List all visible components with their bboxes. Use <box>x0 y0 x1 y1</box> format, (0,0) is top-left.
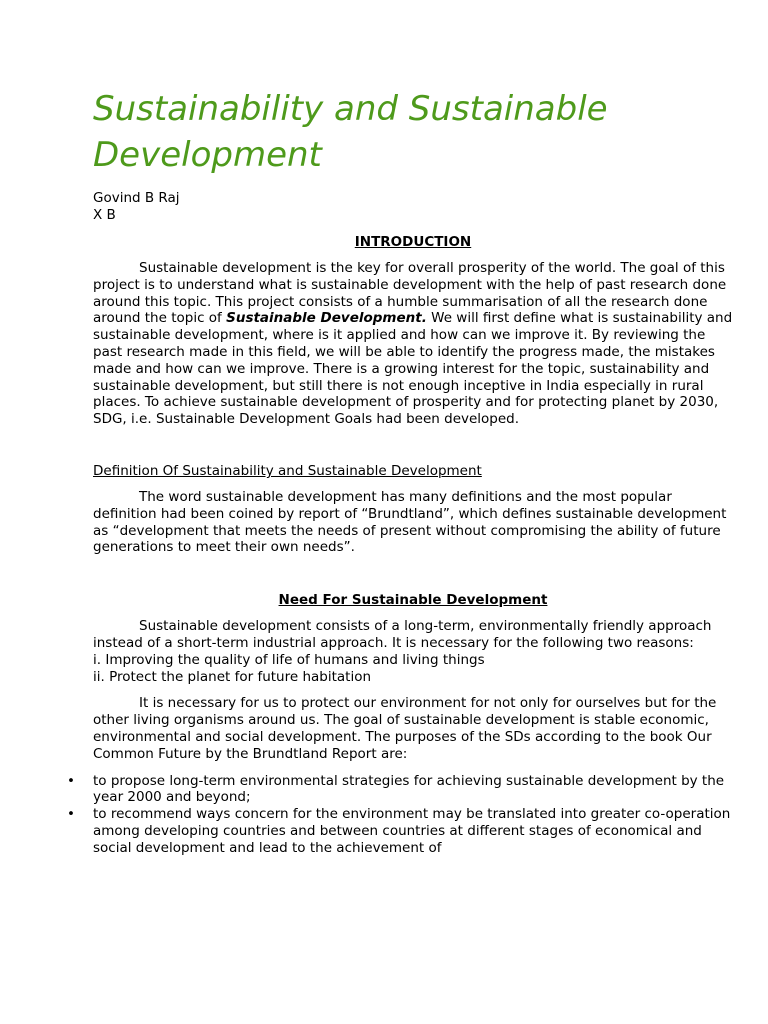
introduction-heading: INTRODUCTION <box>354 234 472 250</box>
definition-paragraph: The word sustainable development has many definitions and the most popular definition had been coined by report of “Brundtland”, which defines sustainable development as “development that meets the needs of present without compromising the ability of future generations to meet their own needs”. <box>93 488 727 556</box>
list-item-text: to propose long-term environmental strategies for achieving sustainable development by the year 2000 and beyond; <box>93 772 725 806</box>
list-item <box>67 772 733 807</box>
introduction-paragraph <box>93 260 733 428</box>
need-paragraph-1: Sustainable development consists of a long-term, environmentally friendly approach instead of a short-term industrial approach. It is necessary for the following two reasons: <box>93 618 712 651</box>
need-reason-2: ii. Protect the planet for future habitation <box>93 668 372 685</box>
bullet-icon: • <box>67 806 75 823</box>
need-reason-1: i. Improving the quality of life of humans and living things <box>93 651 485 668</box>
document-title: Sustainability and Sustainable Development <box>93 89 608 175</box>
need-heading: Need For Sustainable Development <box>278 592 548 609</box>
bullet-icon: • <box>67 772 75 789</box>
author-name: Govind B Raj <box>93 190 180 206</box>
list-item <box>67 806 733 856</box>
document-page <box>67 86 733 857</box>
list-item-text: to recommend ways concern for the environment may be translated into greater co-operation among developing countries and between countries at different stages of economical and social development and lead to the achievement of <box>93 806 731 856</box>
definition-heading: Definition Of Sustainability and Sustainable Development <box>93 462 482 479</box>
need-paragraph-2: It is necessary for us to protect our environment for not only for ourselves but for the other living organisms around us. The goal of sustainable development is stable economic, environmental and social development. The purposes of the SDs according to the book Our Common Future by the Brundtland Report are: <box>93 695 717 762</box>
author-block <box>93 190 733 224</box>
author-class: X B <box>93 207 116 223</box>
purposes-list <box>67 772 733 857</box>
introduction-bold-term: Sustainable Development. <box>226 310 427 327</box>
introduction-text-start: Sustainable development is the key for overall prosperity of the world. The goal of this project is to understand what is sustainable development with the help of past research done around this topic. This project consists of a humble summarisation of all the research done around the topic of <box>93 260 727 327</box>
introduction-text-end: We will first define what is sustainability and sustainable development, where is it applied and how can we improve it. By reviewing the past research made in this field, we will be able to identify the progress made, the mistakes made and how can we improve. There is a growing interest for the topic, sustainability and sustainable development, but still there is not enough inceptive in India especially in rural places. To achieve sustainable development of prosperity and for protecting planet by 2030, SDG, i.e. Sustainable Development Goals had been developed. <box>93 310 733 428</box>
